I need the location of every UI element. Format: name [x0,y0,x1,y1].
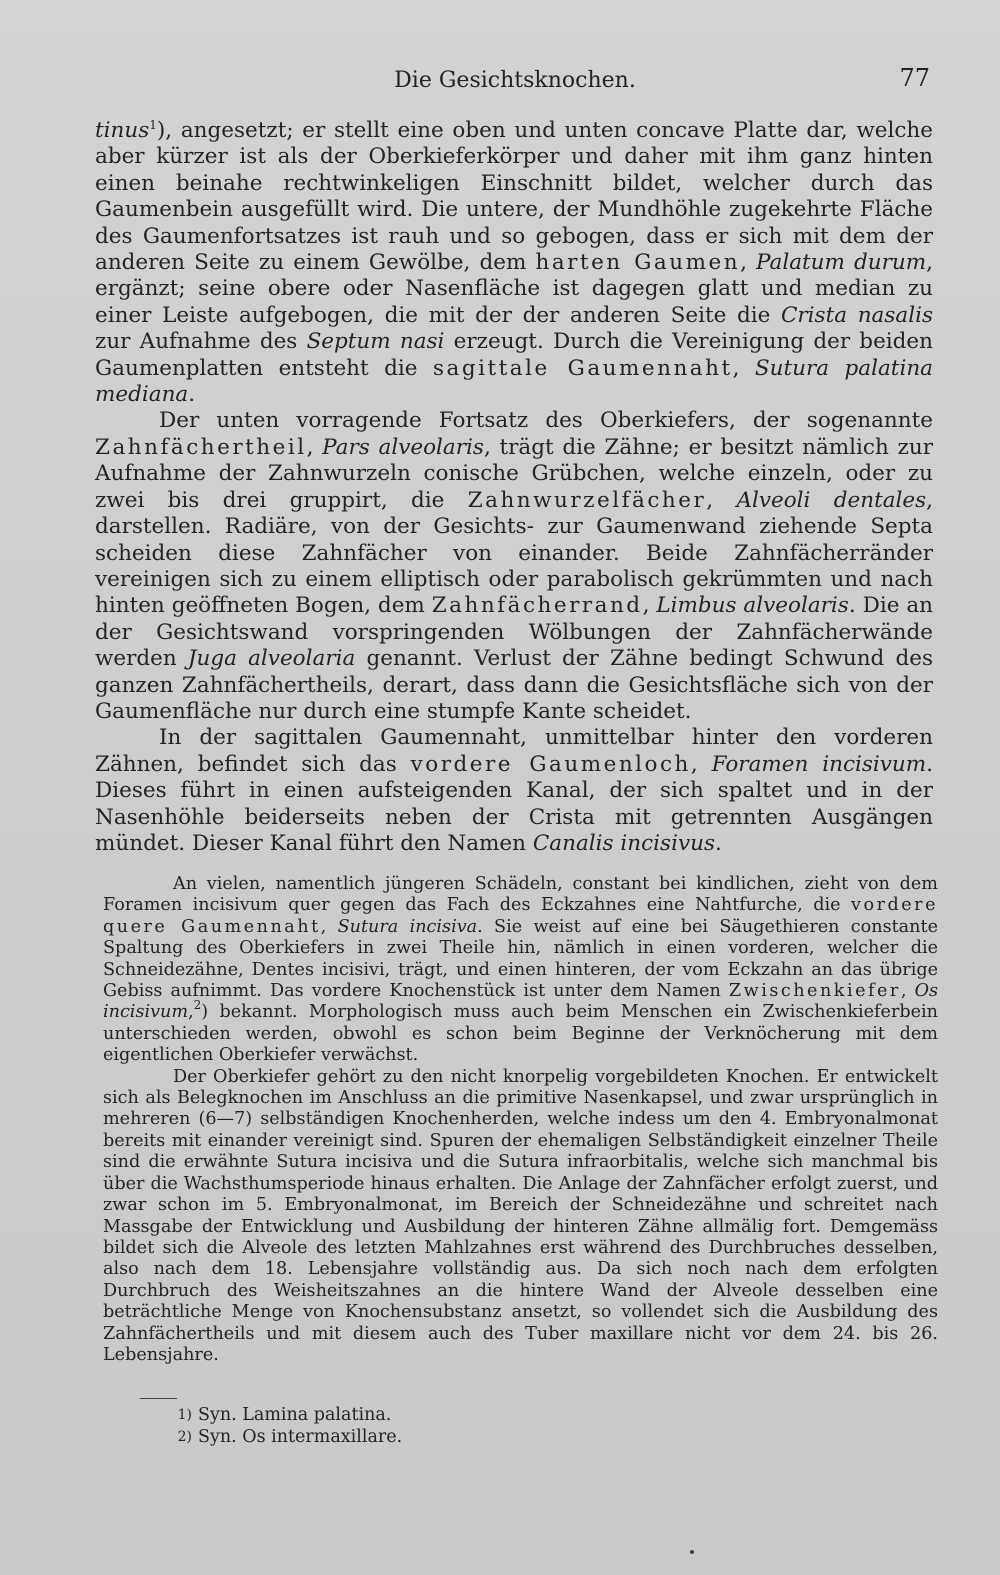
text: , [320,916,338,937]
text: Der unten vorragende Fortsatz des Oberkiefers, der sogenannte [159,408,933,434]
spaced-term: Zwischenkiefer [728,981,901,1002]
text: , [706,487,737,513]
spaced-term: vordere quere Gaumennaht [103,895,938,937]
footnote [150,1426,402,1448]
spaced-term: Zahnfächertheil [95,434,307,460]
text: ), angesetzt; er stellt eine oben und unten concave Platte dar, welche aber kürzer ist als der Oberkieferkörper und daher mit ihm ganz hinten einen beinahe rechtwinkeligen Einschnitt bildet, welcher durch das Gaumenbein ausgefüllt wird. Die untere, der Mundhöhle zugekehrte Fläche des Gaumenfortsatzes ist rauh und so gebogen, dass er sich mit dem der anderen Seite zu einem Gewölbe, dem [95,118,933,276]
text: An vielen, namentlich jüngeren Schädeln, constant bei kindlichen, zieht von dem Foramen incisivum quer gegen das Fach des Eckzahnes eine Nahtfurche, die [103,874,938,916]
footnote-number: 1) [177,1407,192,1423]
latin-term: Alveoli dentales [736,487,927,513]
latin-term: Septum nasi [306,329,445,355]
latin-term: Foramen incisivum [711,751,927,777]
text: erzeugt. Durch die Vereinigung der beiden Gaumenplatten entsteht die [95,329,933,381]
text: genannt. Verlust der Zähne bedingt Schwund des ganzen Zahnfächertheils, derart, dass dann die Gesichtsfläche sich von der Gaumenfläche nur durch eine stumpfe Kante scheidet. [95,646,934,724]
footnote-number: 2) [177,1429,192,1445]
latin-term: Juga alveolaria [187,646,356,672]
spaced-term: harten Gaumen [535,250,741,276]
footnote-text: Syn. Os intermaxillare. [198,1427,403,1447]
paragraph-intermaxillary [103,874,938,1067]
text: ) bekannt. Morphologisch muss auch beim Menschen ein Zwischenkieferbein unterschieden werden, obwohl es schon beim Beginne der Verknöcherung mit dem eigentlichen Oberkiefer verwächst. [103,1002,938,1066]
text: , ergänzt; seine obere oder Nasenfläche ist dagegen glatt und median zu einer Leiste aufgebogen, die mit der der anderen Seite die [95,250,934,328]
main-text [95,118,933,857]
text: . [188,382,196,408]
running-header [95,62,935,102]
paragraph-development: Der Oberkiefer gehört zu den nicht knorpelig vorgebildeten Knochen. Er entwickelt sich als Belegknochen im Anschluss an die primitive Nasenkapsel, und zwar ursprünglich in mehreren (6—7) selbständigen Knochenherden, welche indess um den 4. Embryonalmonat bereits mit einander vereinigt sind. Spuren der ehemaligen Selbständigkeit einzelner Theile sind die erwähnte Sutura incisiva und die Sutura infraorbitalis, welche sich manchmal bis über die Wachsthumsperiode hinaus erhalten. Die Anlage der Zahnfächer erfolgt zuerst, und zwar schon im 5. Embryonalmonat, im Bereich der Schneidezähne und schreitet nach Massgabe der Entwicklung und Ausbildung der hinteren Zähne allmälig fort. Demgemäss bildet sich die Alveole des letzten Mahlzahnes erst während des Durchbruches desselben, also nach dem 18. Lebensjahre vollständig aus. Da sich noch nach dem erfolgten Durchbruch des Weisheitszahnes an die hintere Wand der Alveole desselben eine beträchtliche Menge von Knochensubstanz ansetzt, so vollendet sich die Ausbildung des Zahnfächertheils und mit diesem auch des Tuber maxillare nicht vor dem 24. bis 26. Lebensjahre. [103,1066,938,1365]
footnote-ref: 2 [193,998,202,1013]
spaced-term: Zahnwurzelfächer [467,487,707,513]
text: , [900,981,915,1002]
paragraph-palatine-process [95,118,933,408]
spaced-term: vordere Gaumenloch [410,751,691,777]
running-title: Die Gesichtsknochen. [394,68,636,93]
latin-term: Os incisivum [103,981,939,1023]
latin-term: Crista nasalis [780,302,933,328]
text: , [740,250,757,276]
text: , [690,751,712,777]
text: , [732,355,755,381]
text: , [306,434,323,460]
footnotes [150,1404,402,1448]
latin-term: Canalis incisivus [532,830,715,856]
footnote-divider [140,1398,177,1399]
spaced-term: sagittale Gaumennaht [432,355,733,381]
text: , [188,1002,194,1023]
paragraph-incisive-foramen [95,725,933,857]
footnote-ref: 1 [149,118,157,132]
spaced-term: Zahnfächerrand [431,593,643,619]
text: In der sagittalen Gaumennaht, unmittelbar hinter den vorderen Zähnen, befindet sich das [95,725,933,777]
latin-term: Sutura incisiva [337,916,478,937]
text: . Dieses führt in einen aufsteigenden Kanal, der sich spaltet und in der Nasenhöhle beiderseits neben der Crista mit getrennten Ausgängen mündet. Dieser Kanal führt den Namen [95,751,934,856]
text: , trägt die Zähne; er besitzt nämlich zur Aufnahme der Zahnwurzeln conische Grübchen, welche einzeln, oder zu zwei bis drei gruppirt, die [95,434,933,513]
latin-term: Sutura palatina mediana [95,355,933,408]
latin-term: Pars alveolaris [322,434,484,460]
text: zur Aufnahme des [95,329,307,355]
term: tinus [95,118,150,143]
paragraph-alveolar-part [95,408,933,725]
small-print-section [103,874,938,1366]
text: . Sie weist auf eine bei Säugethieren constante Spaltung des Oberkiefers in zwei Theile hin, nämlich in einen vorderen, welcher die Schneidezähne, Dentes incisivi, trägt, und einen hinteren, der vom Eckzahn an das übrige Gebiss aufnimmt. Das vordere Knochenstück ist unter dem Namen [103,916,938,1002]
ink-speck [690,1550,694,1554]
latin-term: Limbus alveolaris [656,593,849,619]
footnote-text: Syn. Lamina palatina. [198,1405,392,1425]
text: . Die an der Gesichtswand vorspringenden Wölbungen der Zahnfächerwände werden [95,593,934,672]
text: , darstellen. Radiäre, von der Gesichts- zur Gaumenwand ziehende Septa scheiden diese Zahnfächer von einander. Beide Zahnfächerränder vereinigen sich zu einem elliptisch oder parabolisch gekrümmten und nach hinten geöffneten Bogen, dem [95,487,934,619]
page-number: 77 [899,64,930,92]
text: , [642,593,657,619]
latin-term: Palatum durum [756,250,927,276]
footnote [150,1404,402,1426]
text: . [714,830,722,856]
